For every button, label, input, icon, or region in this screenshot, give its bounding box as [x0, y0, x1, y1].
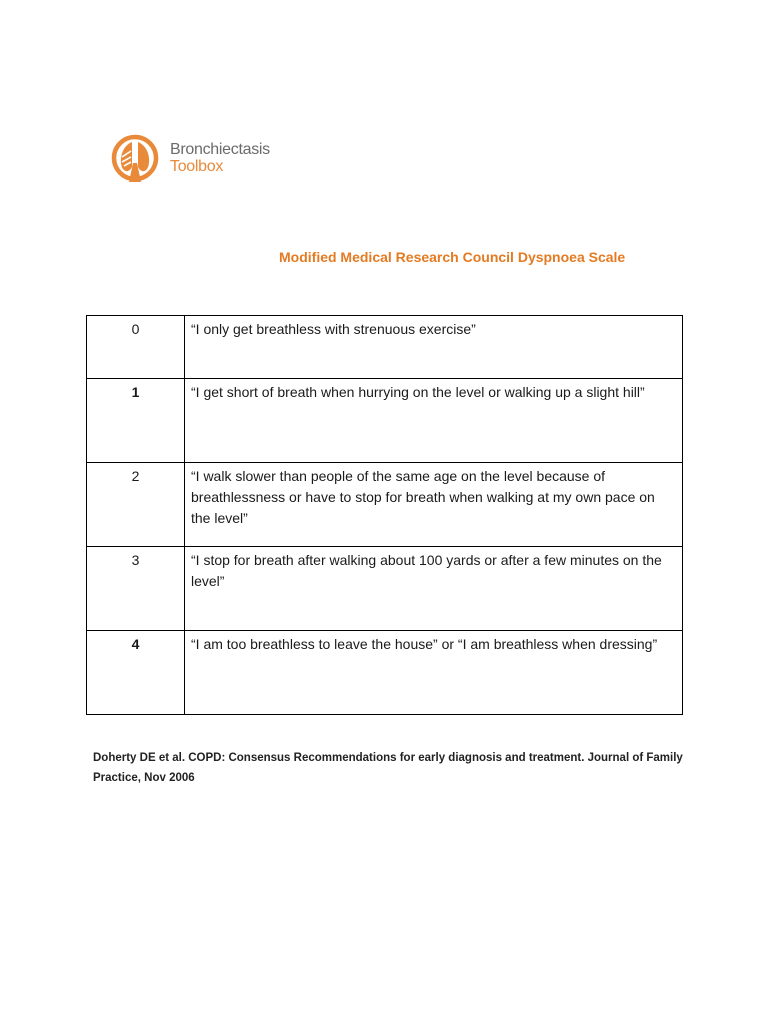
- description-cell: “I am too breathless to leave the house” or “I am breathless when dressing”: [185, 631, 683, 715]
- description-cell: “I stop for breath after walking about 100 yards or after a few minutes on the level”: [185, 547, 683, 631]
- citation: Doherty DE et al. COPD: Consensus Recommendations for early diagnosis and treatment. Journal of Family Practice, Nov 2006: [93, 752, 683, 784]
- description-cell: “I get short of breath when hurrying on the level or walking up a slight hill”: [185, 379, 683, 463]
- grade-cell: 2: [87, 463, 185, 547]
- page-title: Modified Medical Research Council Dyspnoea Scale: [279, 249, 626, 265]
- logo-line-2: Toolbox: [170, 158, 224, 175]
- description-cell: “I walk slower than people of the same age on the level because of breathlessness or have to stop for breath when walking at my own pace on the level”: [185, 463, 683, 547]
- table-row: [87, 631, 683, 715]
- table-row: [87, 463, 683, 547]
- brand-logo: [110, 133, 270, 183]
- grade-cell: 4: [87, 631, 185, 715]
- grade-cell: 1: [87, 379, 185, 463]
- scale-table-body: [87, 316, 683, 715]
- table-row: [87, 379, 683, 463]
- logo-wordmark: [170, 141, 270, 175]
- logo-line-1: Bronchiectasis: [170, 141, 270, 158]
- grade-cell: 3: [87, 547, 185, 631]
- description-cell: “I only get breathless with strenuous exercise”: [185, 316, 683, 379]
- table-row: [87, 547, 683, 631]
- grade-cell: 0: [87, 316, 185, 379]
- table-row: [87, 316, 683, 379]
- dyspnoea-scale-table: [86, 315, 683, 715]
- bronchiectasis-logo-icon: [110, 133, 160, 183]
